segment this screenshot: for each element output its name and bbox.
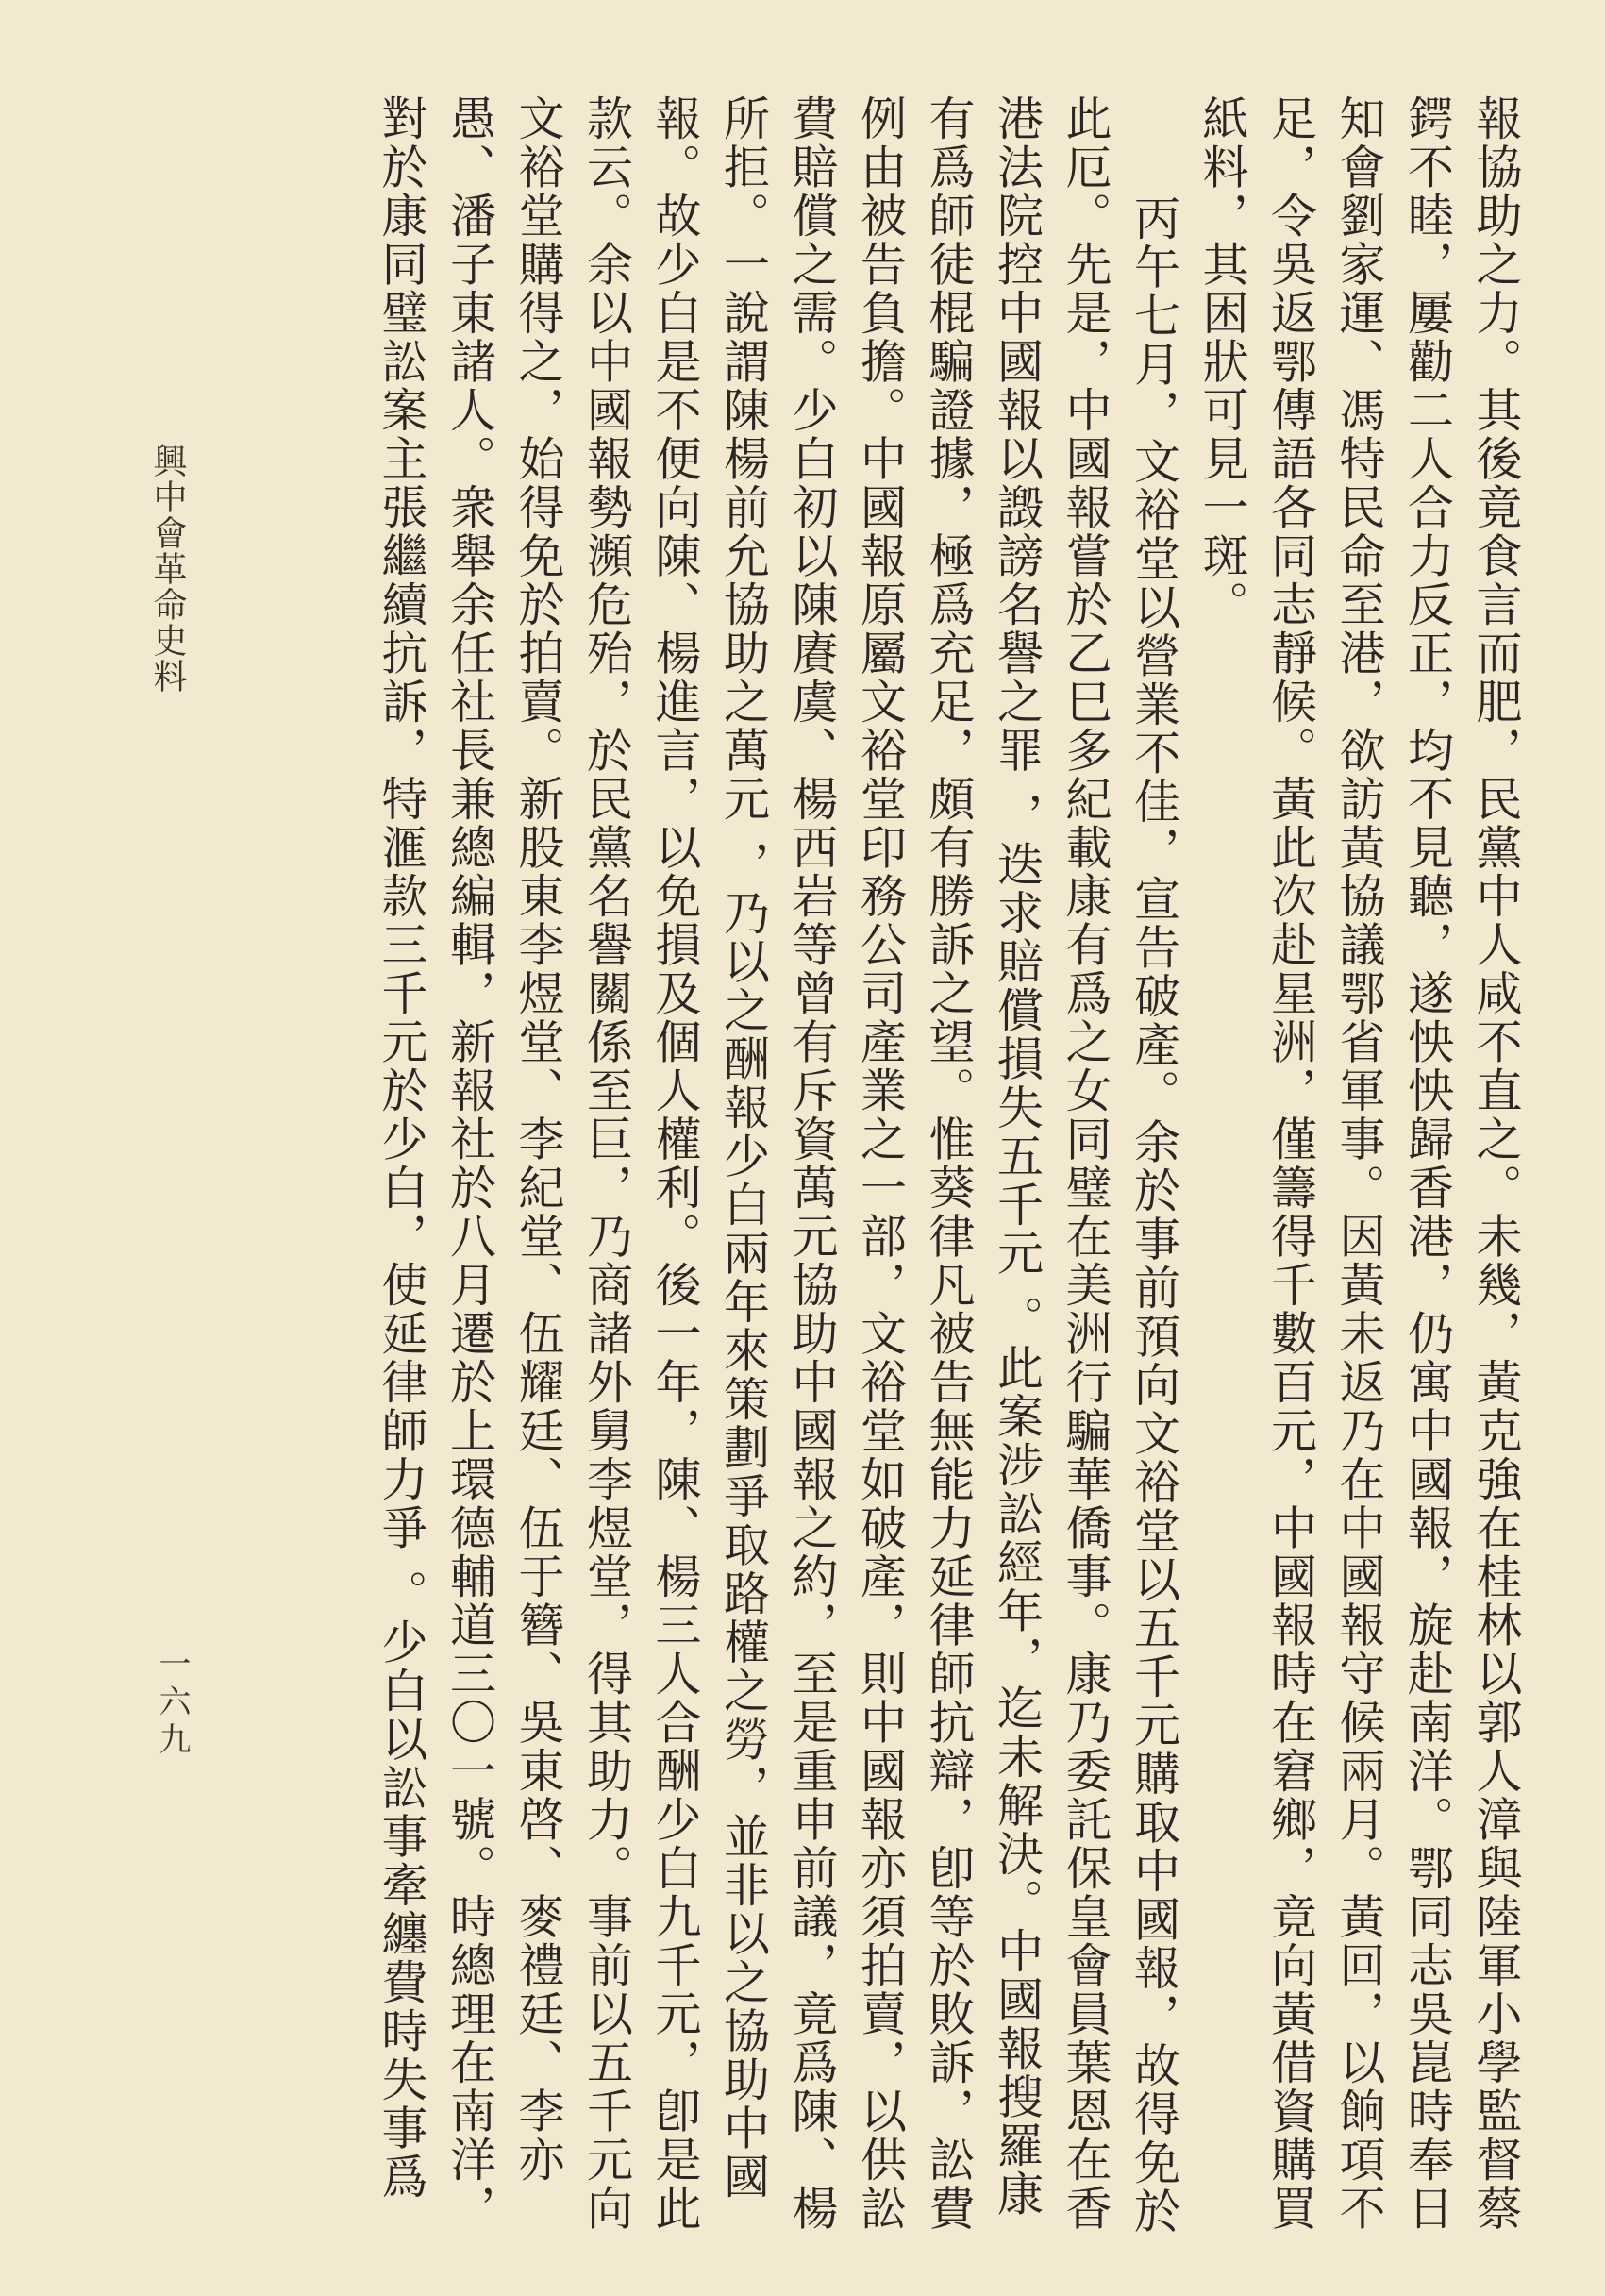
text-column: 款云。余以中國報勢瀕危殆，於民黨名譽關係至巨，乃商諸外舅李煜堂，得其助力。事前以五千元向: [579, 94, 634, 2233]
text-column: 足，令吳返鄂傳語各同志靜候。黃此次赴星洲，僅籌得千數百元，中國報時在窘鄉，竟向黃借資購買: [1263, 94, 1318, 2233]
text-column: 愚、潘子東諸人。衆舉余任社長兼總編輯，新報社於八月遷於上環德輔道三〇一號。時總理在南洋，: [443, 94, 497, 2233]
text-column: 港法院控中國報以譭謗名譽之罪 ，迭求賠償損失五千元 。此案涉訟經年，迄未解決。中國報搜羅康: [990, 94, 1045, 2219]
paragraph-start-column: 丙午七月，文裕堂以營業不佳，宣告破產。余於事前預向文裕堂以五千元購取中國報，故得免於: [1127, 194, 1181, 2236]
text-column: 費賠償之需。少白初以陳賡虞、楊西岩等曾有斥資萬元協助中國報之約，至是重申前議，竟爲陳、楊: [785, 94, 839, 2233]
text-column: 例由被告負擔。中國報原屬文裕堂印務公司產業之一部，文裕堂如破產，則中國報亦須拍賣，以供訟: [853, 94, 908, 2233]
text-column: 鍔不睦，屢勸二人合力反正，均不見聽，遂怏怏歸香港，仍寓中國報，旋赴南洋。鄂同志吳崑時奉日: [1400, 94, 1455, 2233]
text-column: 文裕堂購得之，始得免於拍賣。新股東李煜堂、李紀堂、伍耀廷、伍于簪、吳東啓、麥禮廷、李亦: [511, 94, 565, 2185]
text-column: 對於康同璧訟案主張繼續抗訴，特滙款三千元於少白，使延律師力爭 。少白以訟事牽纏費時失事爲: [375, 94, 428, 2202]
text-column: 知會劉家運、馮特民命至港，欲訪黃協議鄂省軍事。因黃未返乃在中國報守候兩月。黃回，以餉項不: [1332, 94, 1386, 2233]
running-title: 興中會革命史料: [148, 444, 187, 695]
text-column: 報。故少白是不便向陳、楊進言，以免損及個人權利。後一年，陳、楊三人合酬少白九千元，卽是此: [648, 94, 702, 2233]
text-column: 報協助之力。其後竟食言而肥，民黨中人咸不直之。未幾，黃克強在桂林以郭人漳與陸軍小學監督蔡: [1469, 94, 1523, 2233]
text-column: 紙料，其困狀可見一斑。: [1195, 94, 1249, 629]
text-column: 所拒。一說謂陳楊前允協助之萬元 ，乃以之酬報少白兩年來策劃爭取路權之勞，並非以之協助中國: [716, 94, 771, 2202]
body-text: [209, 94, 1530, 2236]
text-column: 此厄。先是，中國報嘗於乙巳多紀載康有爲之女同璧在美洲行騙華僑事。康乃委託保皇會員葉恩在香: [1059, 94, 1112, 2233]
page-number: 一六九: [153, 1647, 191, 1760]
text-column: 有爲師徒棍騙證據，極爲充足，頗有勝訴之望。惟葵律凡被告無能力延律師抗辯，卽等於敗訴，訟費: [922, 94, 976, 2233]
